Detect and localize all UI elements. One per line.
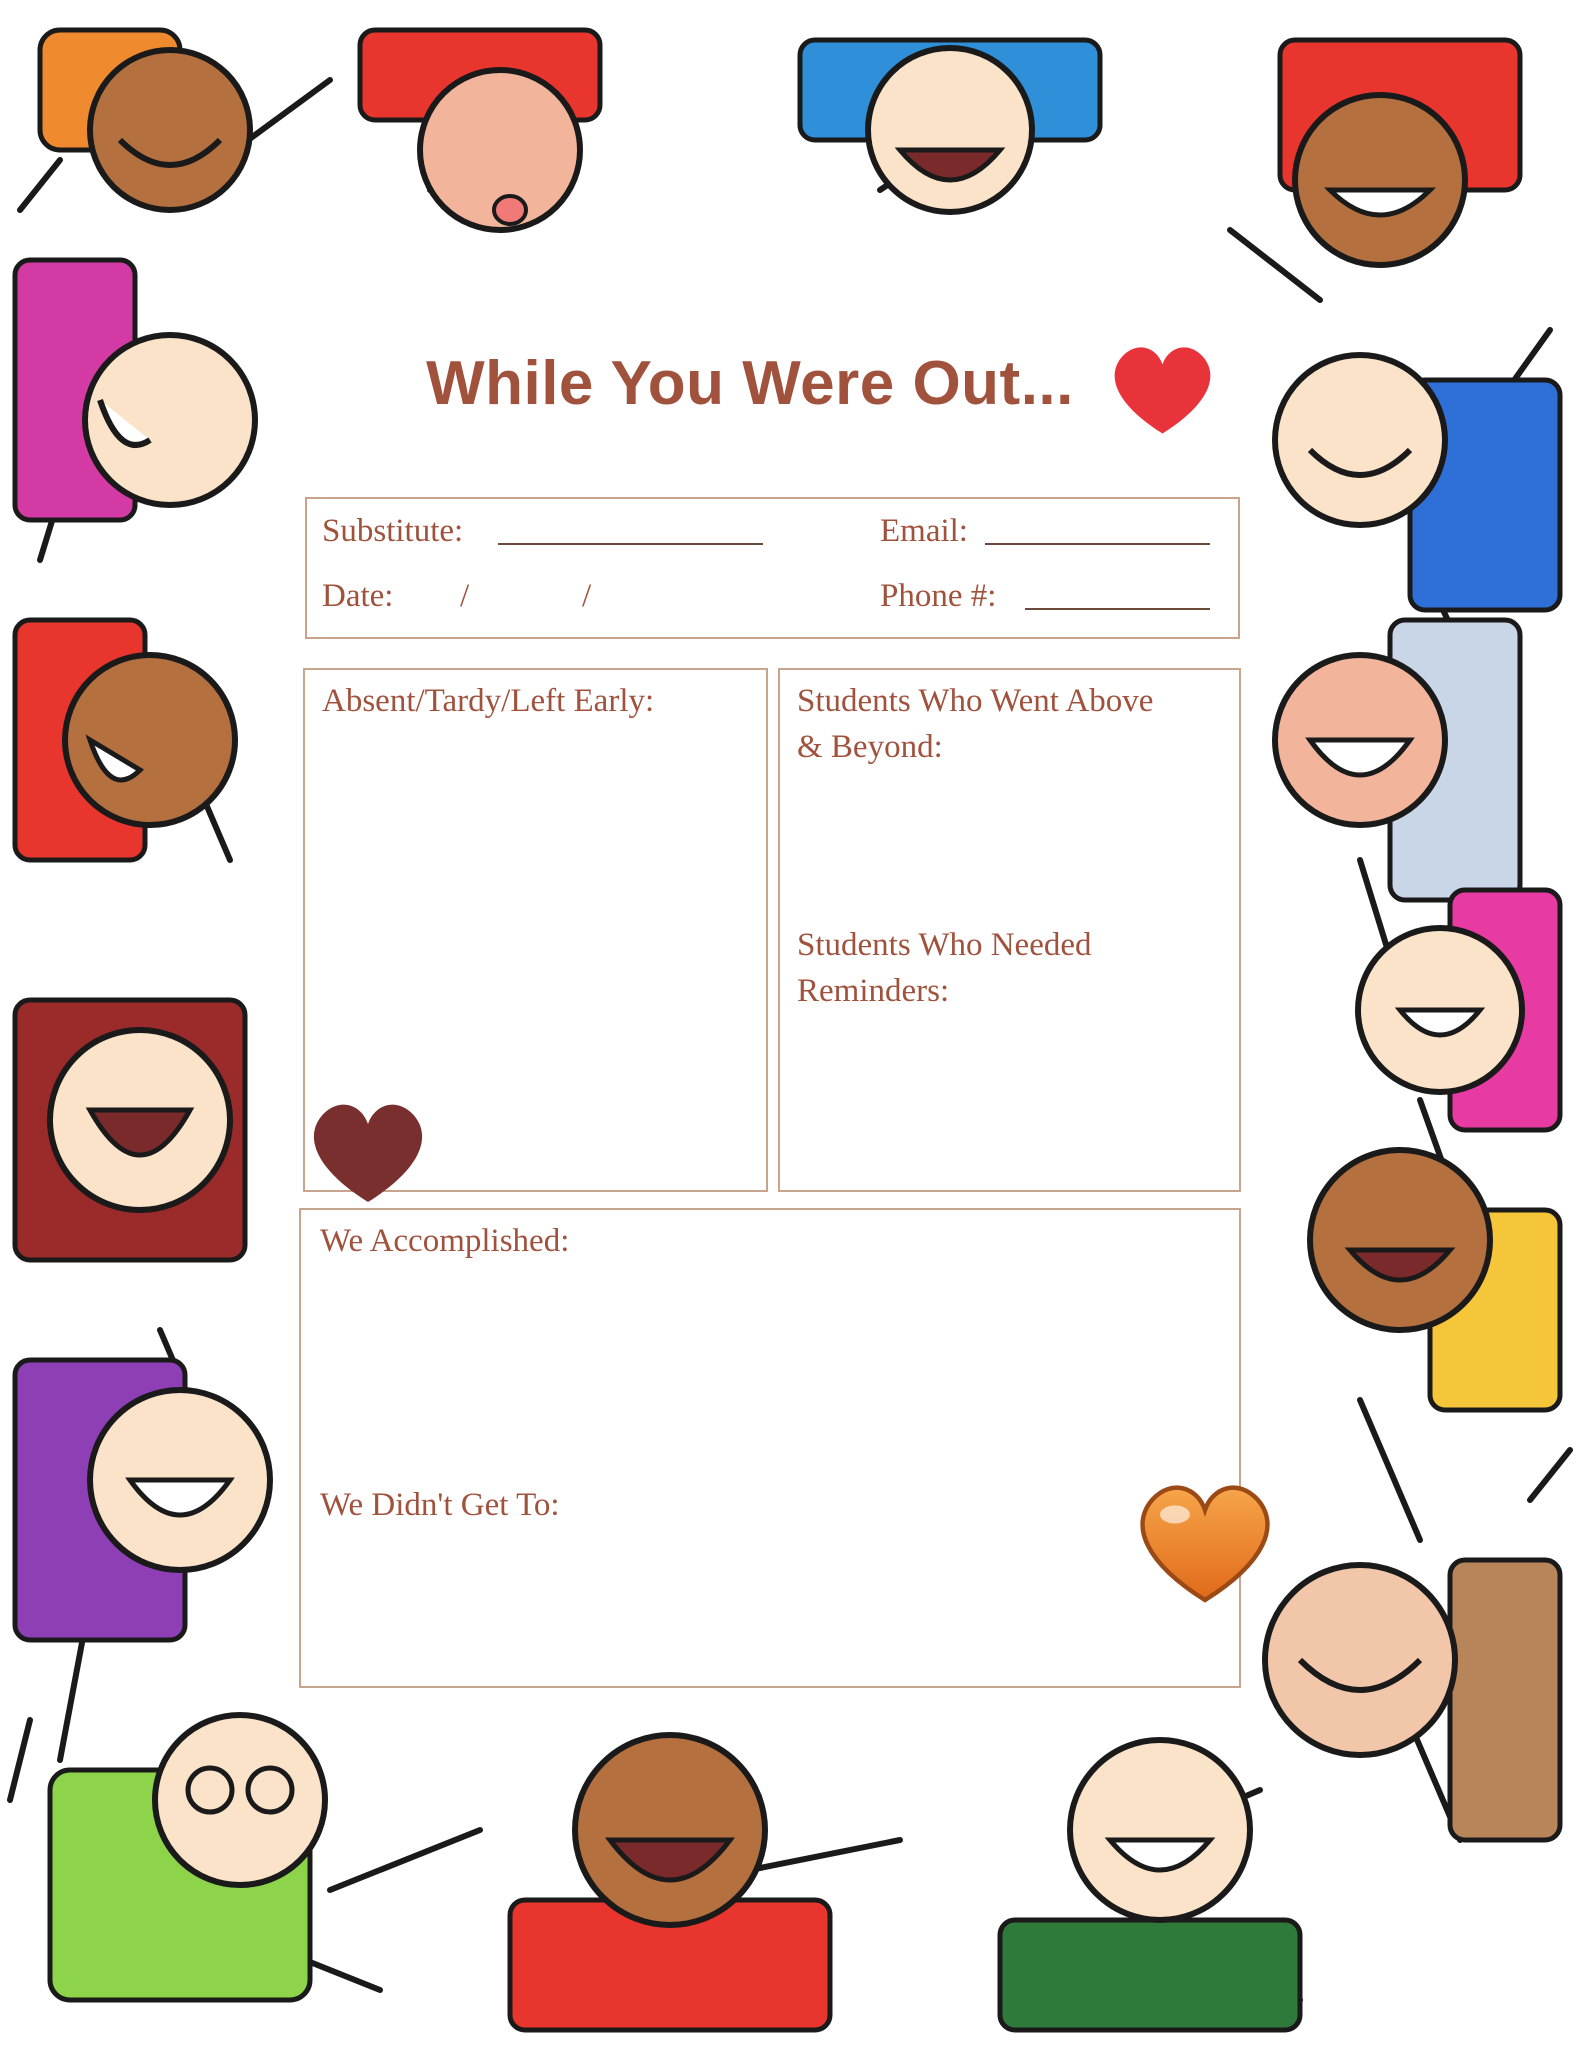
brown-heart-icon — [303, 1090, 433, 1210]
above-beyond-label-line1: Students Who Went Above — [797, 683, 1154, 719]
accomplished-label: We Accomplished: — [320, 1223, 570, 1259]
orange-heart-icon — [1130, 1470, 1280, 1610]
form-title: While You Were Out... — [426, 349, 1074, 418]
date-separator-2: / — [582, 578, 592, 614]
date-separator-1: / — [460, 578, 470, 614]
substitute-label: Substitute: — [322, 513, 464, 549]
reminders-label-line1: Students Who Needed — [797, 927, 1092, 963]
substitute-field[interactable] — [498, 543, 763, 545]
phone-field[interactable] — [1025, 608, 1210, 610]
above-beyond-label-line2: & Beyond: — [797, 729, 943, 765]
reminders-label-line2: Reminders: — [797, 973, 950, 1009]
attendance-label: Absent/Tardy/Left Early: — [322, 683, 655, 719]
didnt-get-to-label: We Didn't Get To: — [320, 1487, 560, 1523]
email-label: Email: — [880, 513, 968, 549]
email-field[interactable] — [985, 543, 1210, 545]
phone-label: Phone #: — [880, 578, 997, 614]
accomplished-box[interactable] — [299, 1208, 1241, 1688]
date-label: Date: — [322, 578, 394, 614]
red-heart-icon — [1105, 335, 1220, 440]
